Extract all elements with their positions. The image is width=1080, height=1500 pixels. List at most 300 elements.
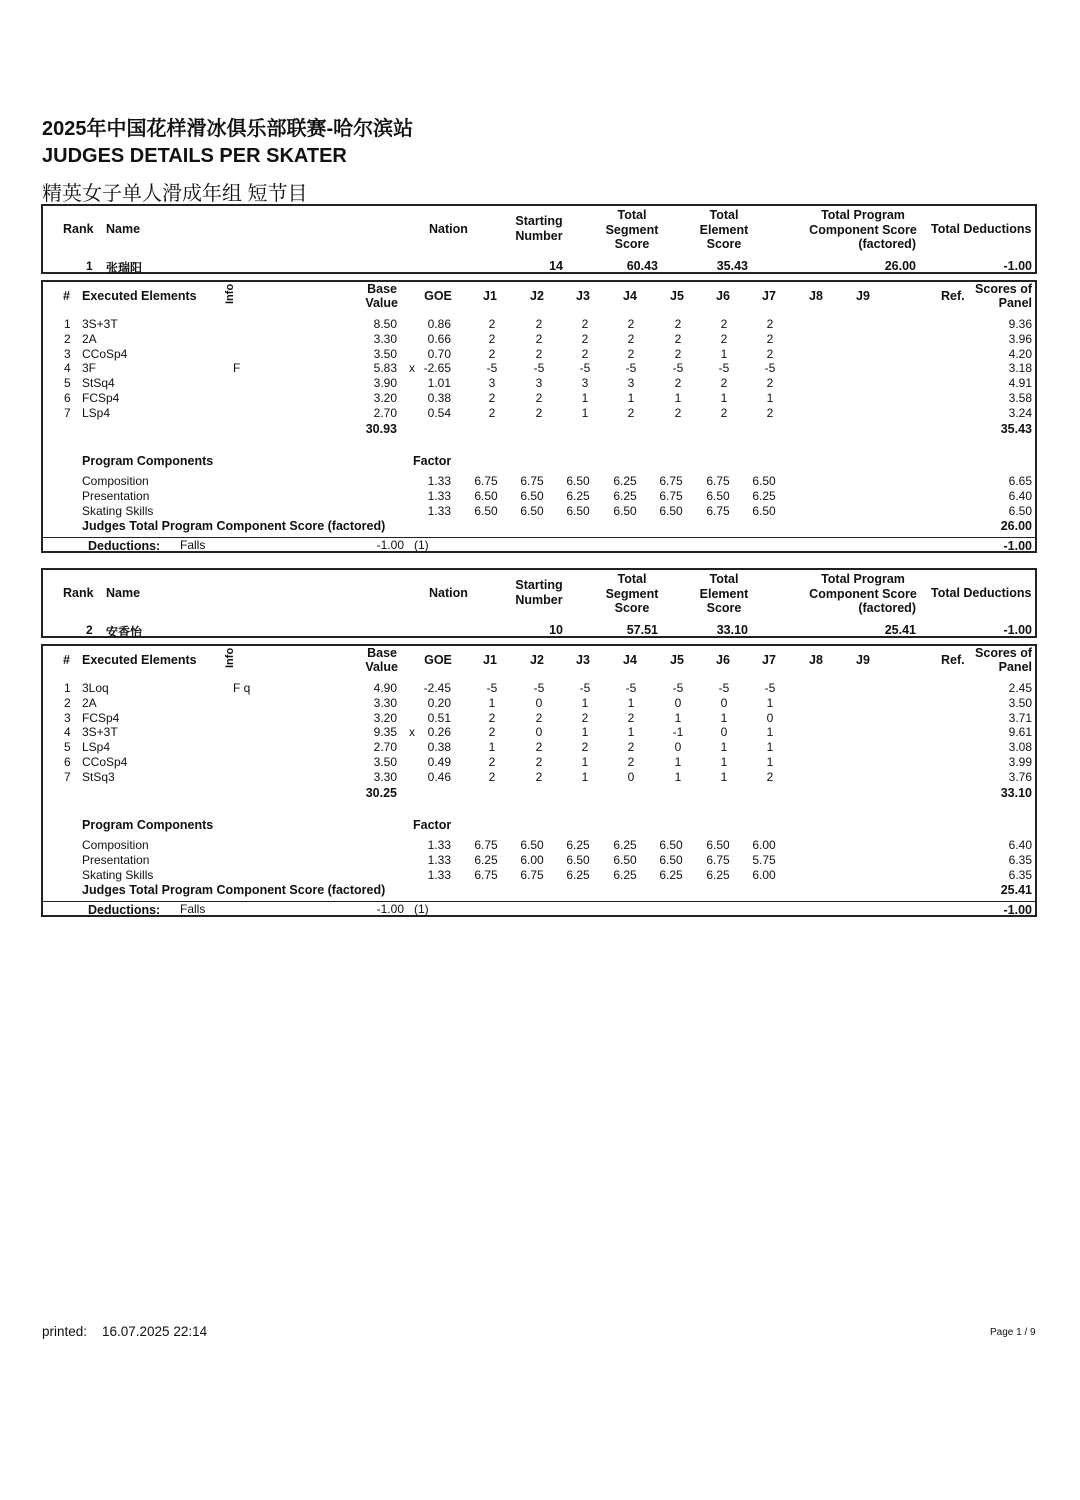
info-header: Info — [224, 283, 236, 304]
component-judge-score-j5: 6.75 — [659, 474, 683, 488]
component-name: Skating Skills — [82, 867, 154, 882]
total-segment-score: 60.43 — [626, 259, 658, 273]
element-name: 3S+3T — [82, 725, 118, 740]
total-program-component-score: 26.00 — [884, 259, 916, 273]
base-value-header-line: Base — [367, 646, 397, 660]
element-panel-score: 4.20 — [1008, 346, 1032, 361]
element-goe: 0.86 — [427, 317, 451, 331]
element-x-marker: x — [409, 361, 415, 376]
tes-header-line: Element — [699, 586, 749, 601]
element-name: LSp4 — [82, 740, 111, 755]
total-program-component-score: 25.41 — [884, 623, 916, 637]
factor-header: Factor — [413, 818, 452, 832]
element-name: 3S+3T — [82, 317, 118, 331]
component-judge-score-j6: 6.50 — [706, 838, 730, 852]
component-judge-score-j3: 6.50 — [566, 503, 590, 518]
element-base-value: 3.50 — [373, 755, 397, 769]
component-panel-score: 6.40 — [1008, 488, 1032, 503]
executed-elements-header: Executed Elements — [82, 653, 197, 667]
base-value-header-line: Value — [365, 296, 398, 310]
base-value-total: 30.25 — [365, 786, 397, 800]
element-name: FCSp4 — [82, 391, 120, 405]
element-judge-score-j1: -5 — [486, 361, 498, 376]
element-goe: -2.45 — [423, 681, 451, 695]
element-judge-score-j4: 2 — [627, 740, 635, 755]
component-judge-score-j2: 6.50 — [520, 838, 544, 852]
element-goe: 0.20 — [427, 695, 451, 710]
judge-header-j3: J3 — [576, 289, 590, 303]
element-judge-score-j2: 2 — [535, 331, 543, 346]
component-factor: 1.33 — [427, 488, 451, 503]
rank-header: Rank — [63, 222, 94, 236]
component-factor: 1.33 — [427, 838, 451, 852]
scores-of-panel-header-line: Panel — [998, 296, 1032, 310]
element-judge-score-j4: 2 — [627, 346, 635, 361]
component-judge-score-j7: 5.75 — [752, 852, 776, 867]
component-judge-score-j5: 6.25 — [659, 867, 683, 882]
element-judge-score-j5: 1 — [674, 769, 682, 784]
judges-total-pcs-value: 25.41 — [1000, 883, 1032, 897]
element-judge-score-j6: 0 — [720, 725, 728, 740]
component-judge-score-j7: 6.50 — [752, 503, 776, 518]
total-deductions: -1.00 — [1003, 259, 1032, 273]
element-judge-score-j7: 1 — [766, 755, 774, 769]
component-factor: 1.33 — [427, 474, 451, 488]
element-base-value: 3.90 — [373, 376, 397, 391]
element-judge-score-j6: 1 — [720, 346, 728, 361]
element-judge-score-j4: 0 — [627, 769, 635, 784]
total-element-score: 35.43 — [716, 259, 748, 273]
component-judge-score-j3: 6.50 — [566, 474, 590, 488]
program-components-header: Program Components — [82, 454, 214, 468]
element-judge-score-j3: 2 — [581, 346, 589, 361]
deduction-count: (1) — [414, 902, 429, 916]
element-judge-score-j6: 0 — [720, 695, 728, 710]
element-judge-score-j1: 3 — [488, 376, 496, 391]
judge-header-j7: J7 — [762, 653, 776, 667]
tes-header-line: Total — [709, 572, 739, 586]
element-judge-score-j1: 2 — [488, 346, 496, 361]
element-judge-score-j7: 2 — [766, 405, 774, 420]
element-goe: 0.38 — [427, 391, 451, 405]
rank-header: Rank — [63, 586, 94, 600]
element-panel-score: 3.50 — [1008, 695, 1032, 710]
component-judge-score-j4: 6.50 — [613, 503, 637, 518]
judge-header-j5: J5 — [670, 289, 684, 303]
element-panel-score: 3.96 — [1008, 331, 1032, 346]
tes-header-line: Element — [699, 222, 749, 237]
tss-header-line: Total — [617, 572, 647, 586]
name-header: Name — [106, 586, 141, 600]
element-name: StSq3 — [82, 769, 115, 784]
element-goe: 0.46 — [427, 769, 451, 784]
element-judge-score-j3: 1 — [581, 695, 589, 710]
element-base-value: 3.50 — [373, 346, 397, 361]
component-judge-score-j2: 6.75 — [520, 474, 544, 488]
num-header: # — [63, 653, 70, 667]
component-judge-score-j4: 6.25 — [613, 838, 637, 852]
printed-timestamp: 16.07.2025 22:14 — [102, 1324, 208, 1339]
element-judge-score-j2: 2 — [535, 346, 543, 361]
judge-header-j5: J5 — [670, 653, 684, 667]
element-judge-score-j4: 1 — [627, 725, 635, 740]
element-judge-score-j6: 2 — [720, 376, 728, 391]
pcs-header-line: Component Score — [809, 586, 917, 601]
total-deductions: -1.00 — [1003, 623, 1032, 637]
element-name: 2A — [82, 331, 97, 346]
element-name: 3Loq — [82, 681, 109, 695]
component-panel-score: 6.40 — [1008, 838, 1032, 852]
element-judge-score-j7: -5 — [764, 681, 776, 695]
element-name: 2A — [82, 695, 97, 710]
judge-header-j9: J9 — [856, 653, 870, 667]
component-name: Presentation — [82, 488, 150, 503]
element-number: 7 — [64, 769, 71, 784]
element-judge-score-j7: 1 — [766, 391, 774, 405]
elements-score-total: 35.43 — [1000, 422, 1032, 436]
element-number: 5 — [64, 740, 71, 755]
element-panel-score: 4.91 — [1008, 376, 1032, 391]
element-judge-score-j2: 2 — [535, 710, 543, 725]
component-name: Composition — [82, 838, 149, 852]
printed-label: printed: — [42, 1324, 88, 1339]
element-judge-score-j4: 1 — [627, 391, 635, 405]
element-name: StSq4 — [82, 376, 115, 391]
component-judge-score-j4: 6.50 — [613, 852, 637, 867]
component-judge-score-j2: 6.50 — [520, 488, 544, 503]
element-judge-score-j4: 2 — [627, 755, 635, 769]
element-judge-score-j3: -5 — [579, 361, 591, 376]
element-judge-score-j6: 1 — [720, 710, 728, 725]
element-judge-score-j3: -5 — [579, 681, 591, 695]
element-judge-score-j3: 2 — [581, 710, 589, 725]
nation-header: Nation — [429, 586, 468, 600]
element-judge-score-j6: 2 — [720, 331, 728, 346]
element-panel-score: 3.24 — [1008, 405, 1032, 420]
element-number: 6 — [64, 391, 71, 405]
skater-name: 张瑞阳 — [106, 261, 143, 275]
component-judge-score-j7: 6.25 — [752, 488, 776, 503]
element-judge-score-j2: 3 — [535, 376, 543, 391]
element-goe: 0.38 — [427, 740, 451, 755]
element-panel-score: 2.45 — [1008, 681, 1032, 695]
element-x-marker: x — [409, 725, 415, 740]
element-judge-score-j2: 0 — [535, 725, 543, 740]
element-judge-score-j1: 2 — [488, 405, 496, 420]
component-judge-score-j6: 6.75 — [706, 474, 730, 488]
component-judge-score-j7: 6.50 — [752, 474, 776, 488]
component-judge-score-j3: 6.50 — [566, 852, 590, 867]
factor-header: Factor — [413, 454, 452, 468]
element-judge-score-j5: -5 — [672, 361, 684, 376]
component-judge-score-j1: 6.75 — [474, 838, 498, 852]
starting-number: 14 — [549, 259, 563, 273]
pcs-header-line: (factored) — [858, 237, 916, 251]
element-judge-score-j7: 1 — [766, 695, 774, 710]
tss-header-line: Segment — [605, 222, 659, 237]
element-judge-score-j4: -5 — [625, 681, 637, 695]
judge-header-j6: J6 — [716, 289, 730, 303]
element-judge-score-j2: -5 — [533, 681, 545, 695]
component-judge-score-j7: 6.00 — [752, 867, 776, 882]
element-judge-score-j5: 1 — [674, 710, 682, 725]
element-panel-score: 9.61 — [1008, 725, 1032, 740]
element-judge-score-j3: 1 — [581, 405, 589, 420]
tss-header-line: Segment — [605, 586, 659, 601]
component-judge-score-j4: 6.25 — [613, 488, 637, 503]
element-base-value: 3.30 — [373, 695, 397, 710]
element-judge-score-j3: 1 — [581, 725, 589, 740]
element-judge-score-j7: 2 — [766, 331, 774, 346]
element-judge-score-j7: 0 — [766, 710, 774, 725]
event-category-title: 精英女子单人滑成年组 短节目 — [42, 183, 308, 205]
pcs-header-line: Total Program — [821, 572, 905, 586]
tes-header-line: Total — [709, 208, 739, 222]
element-number: 6 — [64, 755, 71, 769]
pcs-header-line: Component Score — [809, 222, 917, 237]
starting-number-header: Starting Number — [515, 578, 563, 607]
element-judge-score-j5: 1 — [674, 391, 682, 405]
element-judge-score-j5: 2 — [674, 346, 682, 361]
element-judge-score-j1: 2 — [488, 317, 496, 331]
judge-header-j4: J4 — [623, 653, 637, 667]
element-judge-score-j5: 1 — [674, 755, 682, 769]
element-panel-score: 3.99 — [1008, 755, 1032, 769]
component-judge-score-j1: 6.50 — [474, 503, 498, 518]
element-judge-score-j7: 2 — [766, 769, 774, 784]
program-components-header: Program Components — [82, 818, 214, 832]
element-judge-score-j7: 2 — [766, 376, 774, 391]
element-panel-score: 3.58 — [1008, 391, 1032, 405]
component-panel-score: 6.35 — [1008, 852, 1032, 867]
element-judge-score-j6: 1 — [720, 769, 728, 784]
ref-header: Ref. — [941, 653, 965, 667]
component-factor: 1.33 — [427, 852, 451, 867]
component-judge-score-j6: 6.50 — [706, 488, 730, 503]
judges-total-pcs-label: Judges Total Program Component Score (factored) — [82, 519, 386, 533]
total-deductions-header: Total Deductions — [931, 586, 1032, 600]
element-judge-score-j4: 2 — [627, 331, 635, 346]
element-judge-score-j5: 2 — [674, 331, 682, 346]
name-header: Name — [106, 222, 141, 236]
element-name: CCoSp4 — [82, 755, 128, 769]
scores-of-panel-header-line: Scores of — [975, 282, 1032, 296]
element-number: 3 — [64, 710, 71, 725]
element-judge-score-j6: 1 — [720, 740, 728, 755]
element-judge-score-j1: 1 — [488, 695, 496, 710]
starting-number: 10 — [549, 623, 563, 637]
total-element-score: 33.10 — [716, 623, 748, 637]
element-name: LSp4 — [82, 405, 111, 420]
element-judge-score-j1: 2 — [488, 769, 496, 784]
tss-header-line: Score — [614, 237, 650, 251]
base-value-total: 30.93 — [365, 422, 397, 436]
element-judge-score-j1: 2 — [488, 725, 496, 740]
component-judge-score-j3: 6.25 — [566, 488, 590, 503]
element-judge-score-j4: 1 — [627, 695, 635, 710]
element-info: F q — [233, 681, 251, 695]
element-judge-score-j6: -5 — [718, 361, 730, 376]
pcs-header-line: (factored) — [858, 601, 916, 615]
deductions-label: Deductions: — [88, 539, 161, 553]
base-value-header-line: Value — [365, 660, 398, 674]
element-judge-score-j3: 2 — [581, 740, 589, 755]
element-judge-score-j4: 2 — [627, 405, 635, 420]
element-base-value: 2.70 — [373, 405, 397, 420]
element-goe: 0.66 — [427, 331, 451, 346]
judge-header-j2: J2 — [530, 289, 544, 303]
element-panel-score: 3.18 — [1008, 361, 1032, 376]
element-number: 5 — [64, 376, 71, 391]
document-title: 2025年中国花样滑冰俱乐部联赛-哈尔滨站 — [42, 118, 414, 140]
goe-header: GOE — [424, 653, 452, 667]
deduction-type: Falls — [180, 902, 206, 916]
element-panel-score: 3.08 — [1008, 740, 1032, 755]
deduction-total: -1.00 — [1003, 903, 1032, 917]
element-number: 3 — [64, 346, 71, 361]
skater-name: 安香怡 — [106, 625, 143, 639]
deduction-total: -1.00 — [1003, 539, 1032, 553]
element-goe: 1.01 — [427, 376, 451, 391]
element-judge-score-j4: -5 — [625, 361, 637, 376]
element-judge-score-j2: 2 — [535, 740, 543, 755]
tss-header-line: Total — [617, 208, 647, 222]
element-judge-score-j3: 1 — [581, 391, 589, 405]
element-judge-score-j3: 3 — [581, 376, 589, 391]
component-panel-score: 6.50 — [1008, 503, 1032, 518]
element-judge-score-j5: 2 — [674, 405, 682, 420]
element-judge-score-j2: 2 — [535, 769, 543, 784]
element-judge-score-j2: 2 — [535, 405, 543, 420]
num-header: # — [63, 289, 70, 303]
element-name: 3F — [82, 361, 97, 376]
component-judge-score-j3: 6.25 — [566, 867, 590, 882]
element-judge-score-j2: 2 — [535, 317, 543, 331]
element-base-value: 8.50 — [373, 317, 397, 331]
element-judge-score-j5: -5 — [672, 681, 684, 695]
element-judge-score-j5: 2 — [674, 317, 682, 331]
element-judge-score-j5: -1 — [672, 725, 684, 740]
component-judge-score-j5: 6.50 — [659, 838, 683, 852]
deduction-value: -1.00 — [376, 538, 404, 552]
component-factor: 1.33 — [427, 503, 451, 518]
element-base-value: 4.90 — [373, 681, 397, 695]
element-panel-score: 9.36 — [1008, 317, 1032, 331]
component-judge-score-j6: 6.75 — [706, 503, 730, 518]
total-deductions-header: Total Deductions — [931, 222, 1032, 236]
component-name: Skating Skills — [82, 503, 154, 518]
component-name: Presentation — [82, 852, 150, 867]
deductions-label: Deductions: — [88, 903, 161, 917]
judge-header-j7: J7 — [762, 289, 776, 303]
element-judge-score-j4: 2 — [627, 317, 635, 331]
component-judge-score-j1: 6.75 — [474, 867, 498, 882]
element-judge-score-j6: 2 — [720, 317, 728, 331]
element-judge-score-j1: 2 — [488, 755, 496, 769]
element-base-value: 3.30 — [373, 769, 397, 784]
component-judge-score-j2: 6.00 — [520, 852, 544, 867]
element-judge-score-j1: 2 — [488, 391, 496, 405]
element-judge-score-j3: 2 — [581, 331, 589, 346]
element-number: 2 — [64, 695, 71, 710]
component-panel-score: 6.35 — [1008, 867, 1032, 882]
component-judge-score-j4: 6.25 — [613, 867, 637, 882]
elements-score-total: 33.10 — [1000, 786, 1032, 800]
element-number: 4 — [64, 361, 71, 376]
judge-header-j2: J2 — [530, 653, 544, 667]
judge-header-j8: J8 — [809, 289, 823, 303]
component-judge-score-j1: 6.50 — [474, 488, 498, 503]
judge-header-j3: J3 — [576, 653, 590, 667]
element-judge-score-j7: 2 — [766, 317, 774, 331]
element-number: 1 — [64, 317, 71, 331]
element-judge-score-j1: 1 — [488, 740, 496, 755]
tes-header-line: Score — [706, 237, 742, 251]
element-goe: 0.70 — [427, 346, 451, 361]
judge-header-j9: J9 — [856, 289, 870, 303]
element-judge-score-j2: -5 — [533, 361, 545, 376]
element-base-value: 9.35 — [373, 725, 397, 740]
element-info: F — [233, 361, 241, 376]
element-number: 1 — [64, 681, 71, 695]
component-factor: 1.33 — [427, 867, 451, 882]
total-segment-score: 57.51 — [626, 623, 658, 637]
scores-of-panel-header-line: Scores of — [975, 646, 1032, 660]
judge-header-j4: J4 — [623, 289, 637, 303]
element-judge-score-j7: 1 — [766, 725, 774, 740]
element-number: 4 — [64, 725, 71, 740]
component-judge-score-j2: 6.50 — [520, 503, 544, 518]
element-judge-score-j5: 0 — [674, 695, 682, 710]
component-judge-score-j6: 6.25 — [706, 867, 730, 882]
element-judge-score-j7: 2 — [766, 346, 774, 361]
element-judge-score-j6: 1 — [720, 391, 728, 405]
component-judge-score-j2: 6.75 — [520, 867, 544, 882]
element-judge-score-j5: 0 — [674, 740, 682, 755]
document-subtitle: JUDGES DETAILS PER SKATER — [42, 145, 347, 167]
element-base-value: 5.83 — [373, 361, 397, 376]
element-judge-score-j5: 2 — [674, 376, 682, 391]
goe-header: GOE — [424, 289, 452, 303]
deduction-count: (1) — [414, 538, 429, 552]
element-number: 7 — [64, 405, 71, 420]
element-panel-score: 3.71 — [1008, 710, 1032, 725]
element-judge-score-j2: 2 — [535, 391, 543, 405]
element-judge-score-j1: 2 — [488, 331, 496, 346]
judge-header-j1: J1 — [483, 653, 497, 667]
skater-rank: 2 — [86, 623, 93, 637]
element-number: 2 — [64, 331, 71, 346]
deduction-type: Falls — [180, 538, 206, 552]
judge-header-j6: J6 — [716, 653, 730, 667]
element-name: FCSp4 — [82, 710, 120, 725]
starting-number-header: Starting Number — [515, 214, 563, 243]
element-judge-score-j3: 1 — [581, 755, 589, 769]
judges-total-pcs-label: Judges Total Program Component Score (factored) — [82, 883, 386, 897]
element-goe: 0.51 — [427, 710, 451, 725]
scores-of-panel-header-line: Panel — [998, 660, 1032, 674]
component-judge-score-j6: 6.75 — [706, 852, 730, 867]
tes-header-line: Score — [706, 601, 742, 615]
element-judge-score-j4: 3 — [627, 376, 635, 391]
pcs-header-line: Total Program — [821, 208, 905, 222]
deduction-value: -1.00 — [376, 902, 404, 916]
element-name: CCoSp4 — [82, 346, 128, 361]
ref-header: Ref. — [941, 289, 965, 303]
element-judge-score-j1: 2 — [488, 710, 496, 725]
element-base-value: 3.20 — [373, 391, 397, 405]
component-panel-score: 6.65 — [1008, 474, 1032, 488]
